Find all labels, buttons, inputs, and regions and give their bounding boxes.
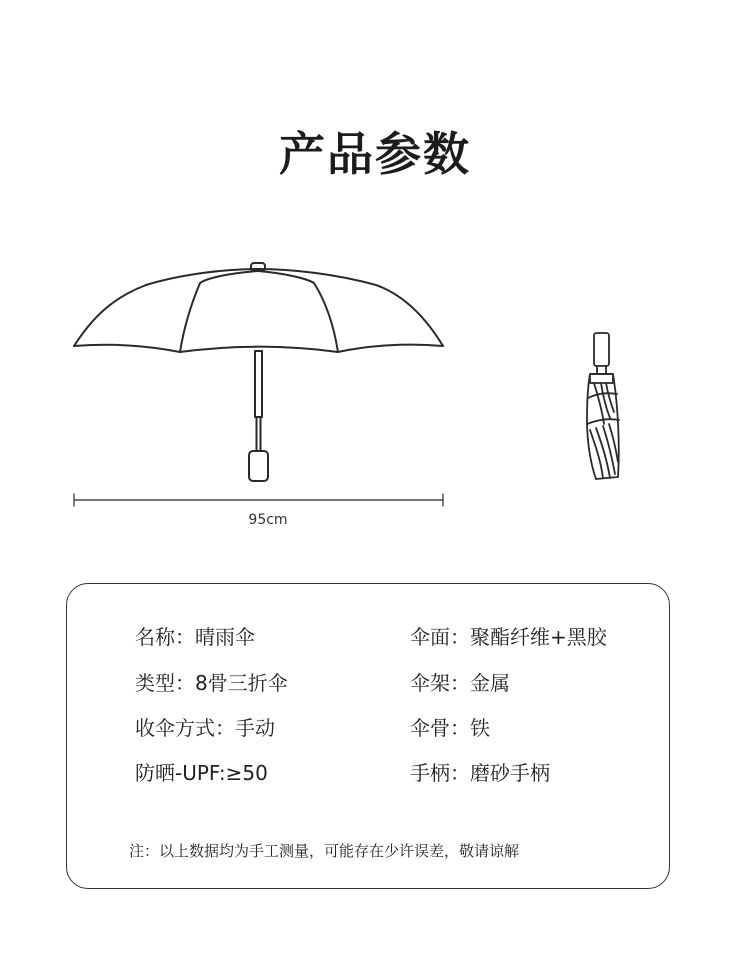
spec-frame: 伞架：金属 [410, 671, 510, 695]
spec-ribs: 伞骨：铁 [410, 716, 490, 740]
page-title: 产品参数 [279, 127, 471, 181]
folded-umbrella-icon [587, 333, 619, 479]
spec-close-method: 收伞方式：手动 [135, 716, 275, 740]
spec-type: 类型：8骨三折伞 [135, 671, 288, 695]
spec-upf: 防晒-UPF:≥50 [135, 761, 268, 785]
measurement-note: 注：以上数据均为手工测量，可能存在少许误差，敬请谅解 [129, 842, 520, 860]
open-umbrella-icon [74, 263, 443, 506]
spec-name: 名称：晴雨伞 [135, 625, 255, 649]
spec-handle: 手柄：磨砂手柄 [410, 761, 550, 785]
spec-canopy-fabric: 伞面：聚酯纤维+黑胶 [410, 625, 607, 649]
width-dimension-label: 95cm [248, 512, 288, 528]
